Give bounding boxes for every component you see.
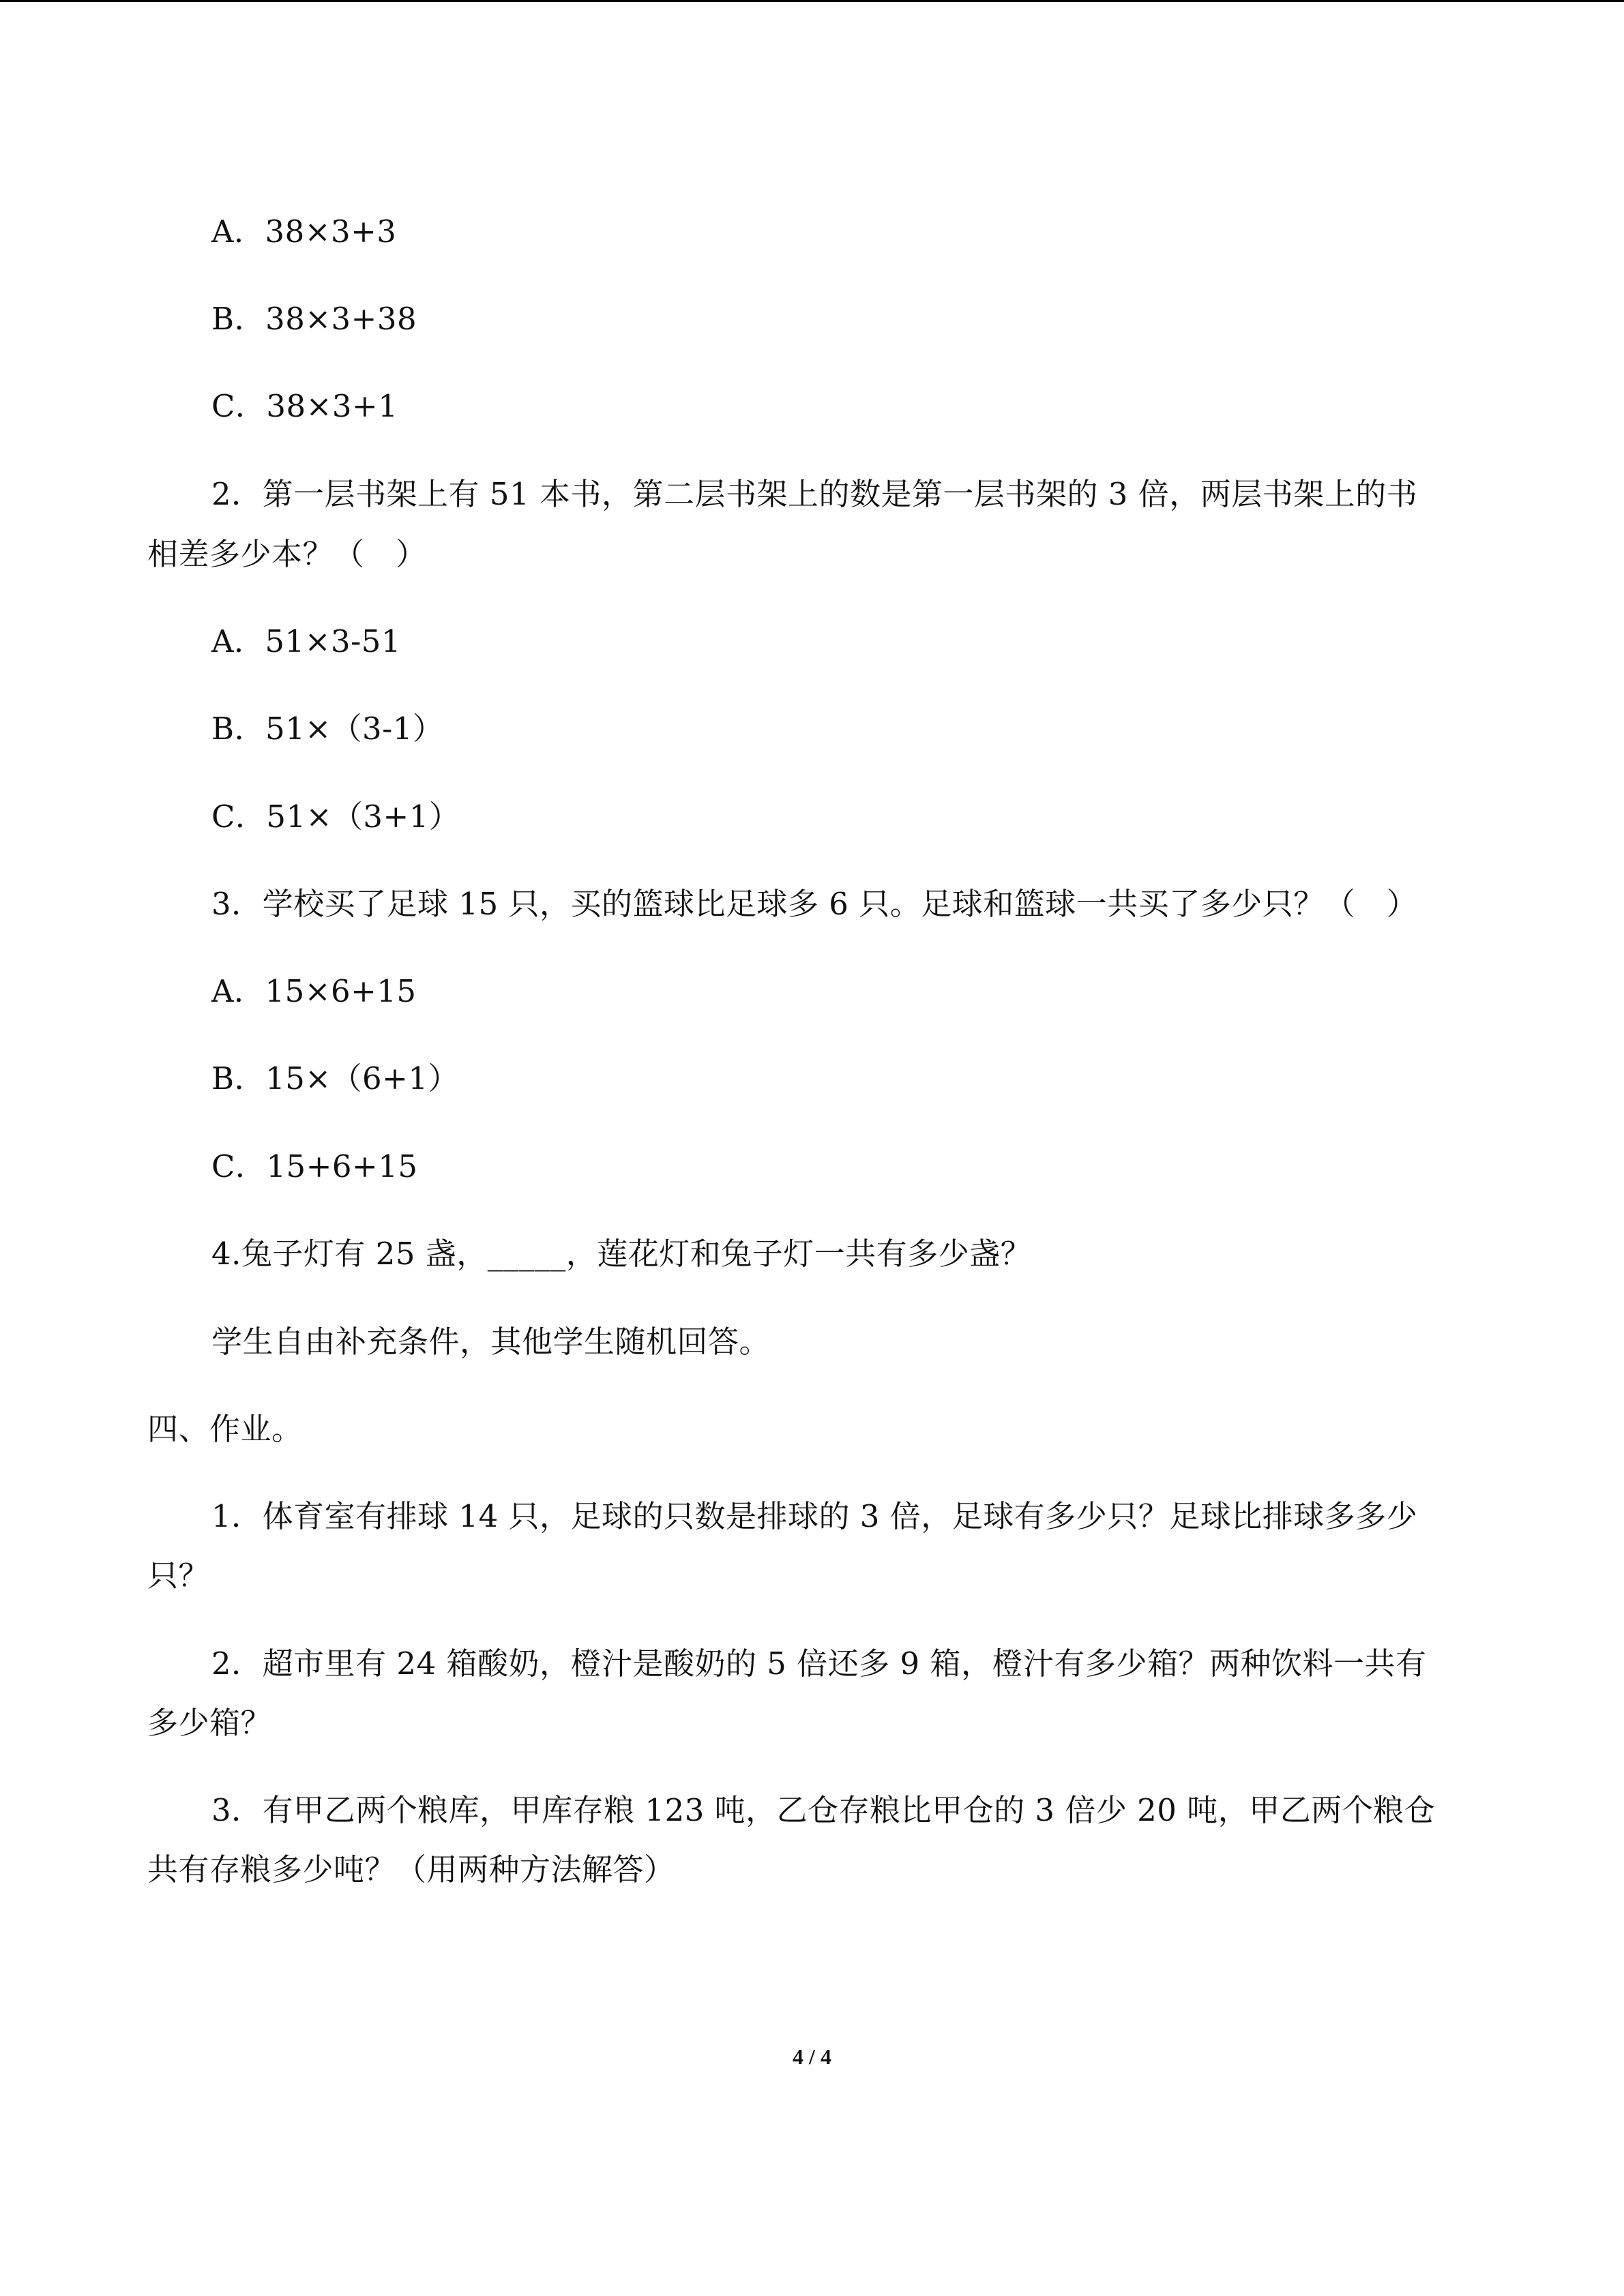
q2-question-line1: 2．第一层书架上有 51 本书，第二层书架上的数是第一层书架的 3 倍，两层书架上的书 [211,476,1418,512]
q2-option-a: A．51×3-51 [211,623,402,659]
q3-option-a: A．15×6+15 [211,973,417,1009]
q1-option-b: B．38×3+38 [211,301,417,337]
q1-option-c: C．38×3+1 [211,388,398,424]
homework-1-line2: 只？ [147,1557,210,1594]
q2-option-c: C．51×（3+1） [211,799,460,835]
top-border-line [0,0,1624,2]
q2-question-line2: 相差多少本？（ ） [147,536,427,572]
page-number: 4 / 4 [793,2044,831,2069]
section-homework-heading: 四、作业。 [147,1411,303,1447]
homework-2-line2: 多少箱？ [147,1705,272,1741]
homework-2-line1: 2．超市里有 24 箱酸奶，橙汁是酸奶的 5 倍还多 9 箱，橙汁有多少箱？两种饮料一共有 [211,1645,1427,1682]
homework-3-line1: 3．有甲乙两个粮库，甲库存粮 123 吨，乙仓存粮比甲仓的 3 倍少 20 吨，甲乙两个粮仓 [211,1792,1436,1828]
homework-1-line1: 1．体育室有排球 14 只，足球的只数是排球的 3 倍，足球有多少只？足球比排球多多少 [211,1498,1418,1534]
q1-option-a: A．38×3+3 [211,213,397,250]
q3-option-b: B．15×（6+1） [211,1060,460,1097]
q4-question: 4.兔子灯有 25 盏，_____，莲花灯和兔子灯一共有多少盏？ [211,1236,1032,1272]
q3-option-c: C．15+6+15 [211,1148,418,1184]
q2-option-b: B．51×（3-1） [211,711,444,747]
q4-note: 学生自由补充条件，其他学生随机回答。 [211,1324,771,1360]
homework-3-line2: 共有存粮多少吨？（用两种方法解答） [147,1851,675,1888]
q3-question: 3．学校买了足球 15 只，买的篮球比足球多 6 只。足球和篮球一共买了多少只？（ ） [211,886,1418,922]
